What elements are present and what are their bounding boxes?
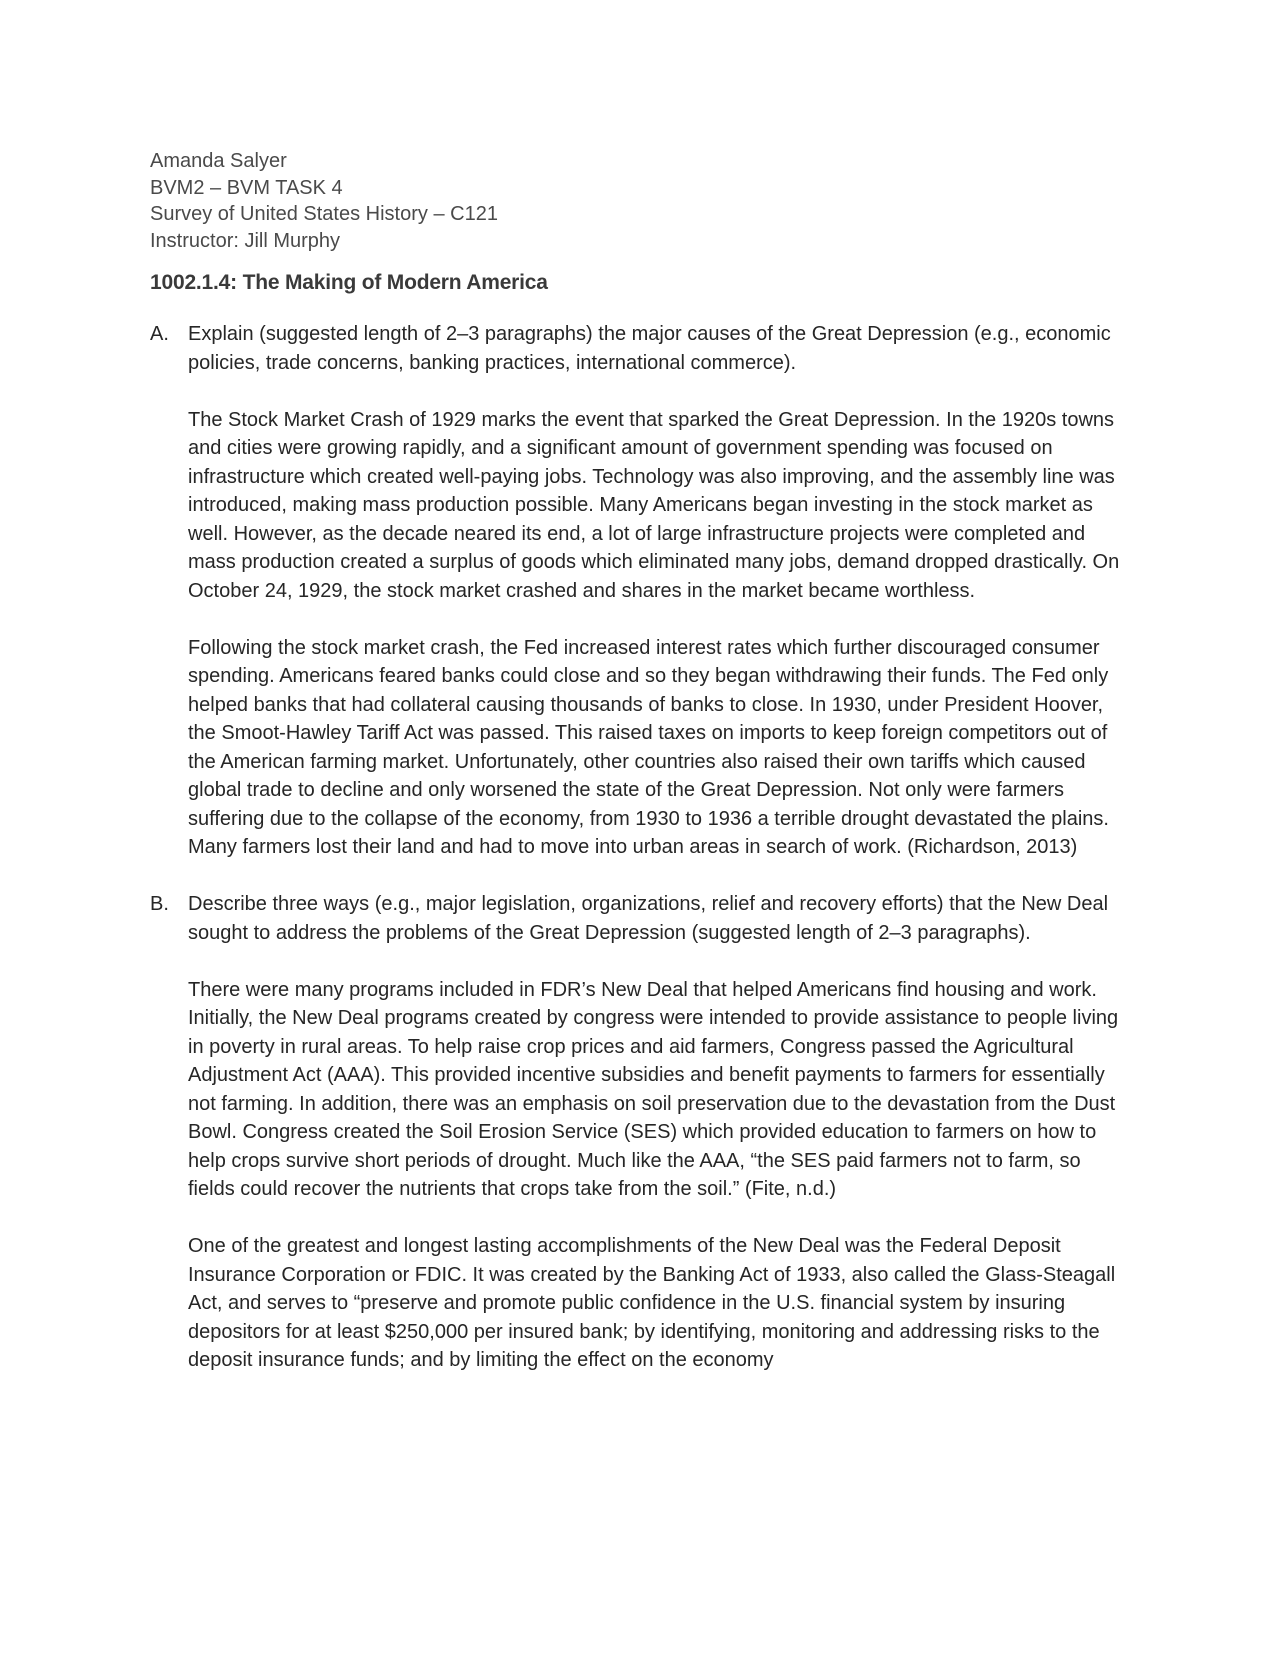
section-b-paragraph-1: There were many programs included in FDR’s New Deal that helped Americans find housing and work. Initially, the New Deal programs created by congress were intended to provide assistance to people living in poverty in rural areas. To help raise crop prices and aid farmers, Congress passed the Agricultural Adjustment Act (AAA). This provided incentive subsidies and benefit payments to farmers for essentially not farming. In addition, there was an emphasis on soil preservation due to the devastation from the Dust Bowl. Congress created the Soil Erosion Service (SES) which provided education to farmers on how to help crops survive short periods of drought. Much like the AAA, “the SES paid farmers not to farm, so fields could recover the nutrients that crops take from the soil.” (Fite, n.d.): [188, 978, 1119, 1200]
section-a-prompt: Explain (suggested length of 2–3 paragraphs) the major causes of the Great Depression (e.g., economic policies, trade concerns, banking practices, international commerce).: [188, 323, 1111, 374]
section-b-letter: B.: [150, 893, 169, 915]
section-a: [150, 320, 1130, 862]
section-a-letter: A.: [150, 323, 169, 345]
instructor-name: Instructor: Jill Murphy: [150, 229, 341, 252]
document-title: 1002.1.4: The Making of Modern America: [150, 271, 548, 294]
section-b-body: [188, 890, 1130, 1375]
section-a-body: [188, 320, 1130, 862]
author-name: Amanda Salyer: [150, 150, 287, 172]
document-page: [150, 148, 1130, 1403]
document-header: [150, 148, 1130, 254]
task-code: BVM2 – BVM TASK 4: [150, 176, 343, 199]
section-b-paragraph-2: One of the greatest and longest lasting accomplishments of the New Deal was the Federal Deposit Insurance Corporation or FDIC. It was created by the Banking Act of 1933, also called the Glass-Steagall Act, and serves to “preserve and promote public confidence in the U.S. financial system by insuring depositors for at least $250,000 per insured bank; by identifying, monitoring and addressing risks to the deposit insurance funds; and by limiting the effect on the economy: [188, 1235, 1116, 1371]
section-a-paragraph-1: The Stock Market Crash of 1929 marks the event that sparked the Great Depression. In the 1920s towns and cities were growing rapidly, and a significant amount of government spending was focused on infrastructure which created well-paying jobs. Technology was also improving, and the assembly line was introduced, making mass production possible. Many Americans began investing in the stock market as well. However, as the decade neared its end, a lot of large infrastructure projects were completed and mass production created a surplus of goods which eliminated many jobs, demand dropped drastically. On October 24, 1929, the stock market crashed and shares in the market became worthless.: [188, 408, 1120, 602]
section-b: [150, 890, 1130, 1375]
course-name: Survey of United States History – C121: [150, 203, 498, 225]
section-b-prompt: Describe three ways (e.g., major legislation, organizations, relief and recovery efforts) that the New Deal sought to address the problems of the Great Depression (suggested length of 2–3 paragraphs).: [188, 893, 1109, 944]
section-a-paragraph-2: Following the stock market crash, the Fed increased interest rates which further discouraged consumer spending. Americans feared banks could close and so they began withdrawing their funds. The Fed only helped banks that had collateral causing thousands of banks to close. In 1930, under President Hoover, the Smoot-Hawley Tariff Act was passed. This raised taxes on imports to keep foreign competitors out of the American farming market. Unfortunately, other countries also raised their own tariffs which caused global trade to decline and only worsened the state of the Great Depression. Not only were farmers suffering due to the collapse of the economy, from 1930 to 1936 a terrible drought devastated the plains. Many farmers lost their land and had to move into urban areas in search of work. (Richardson, 2013): [188, 636, 1109, 858]
